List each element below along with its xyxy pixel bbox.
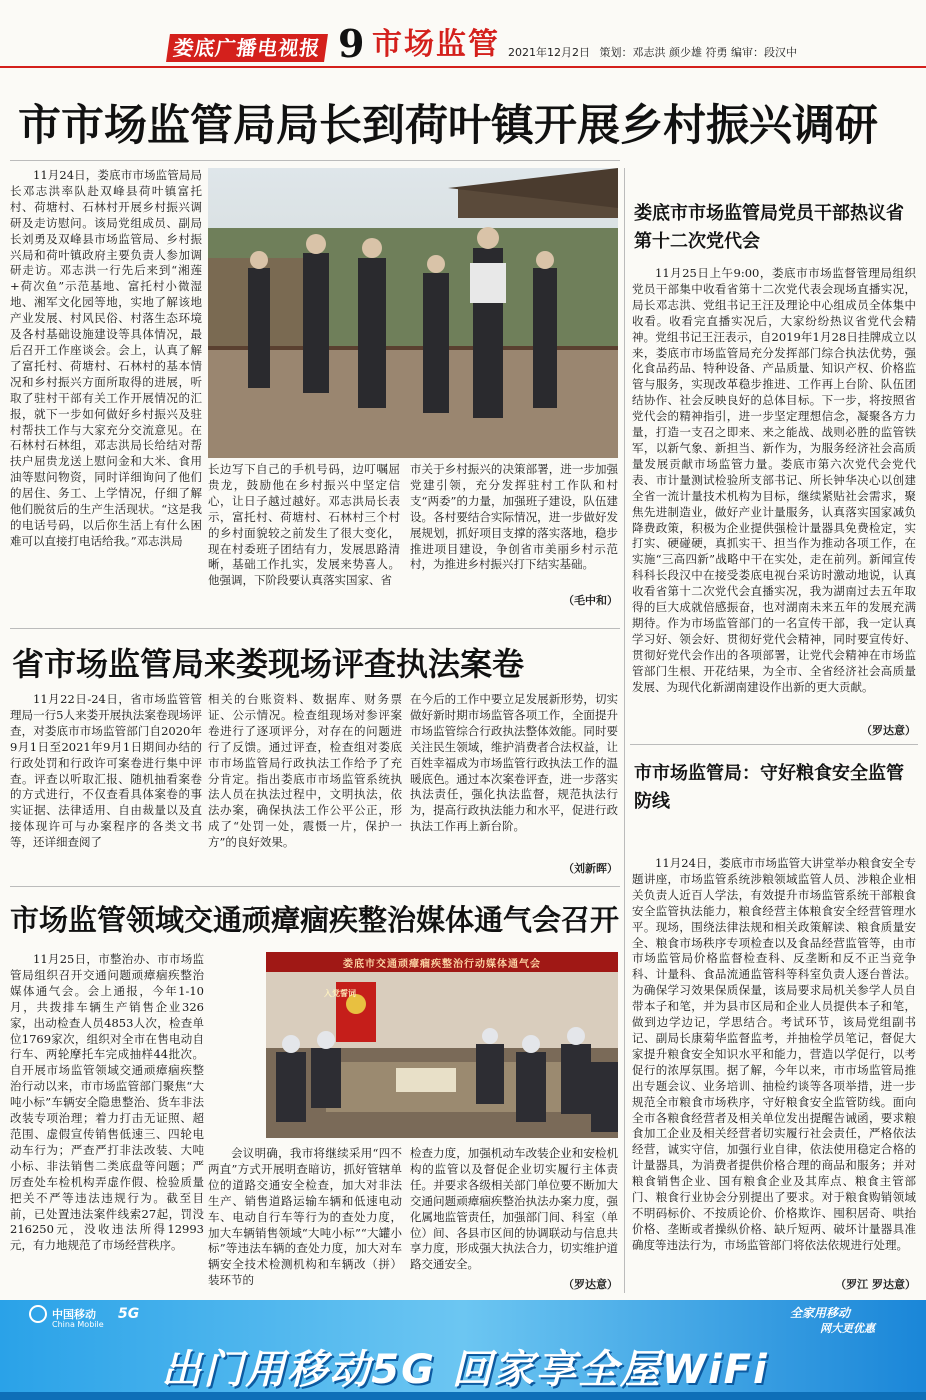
article3-byline: （罗达意） [563,1278,618,1291]
column-divider [624,168,625,1293]
article2-byline: （刘新晖） [563,862,618,875]
masthead-rule [0,66,926,68]
meeting-photo [266,952,618,1138]
article1-col2: 长边写下自己的手机号码，边叮嘱屈贵龙，鼓励他在乡村振兴中坚定信心，让日子越过越好。邓志洪局长表示，富托村、荷塘村、石林村三个村的乡村面貌较之前发生了很大变化，现在村委班子团结有力，发展思路清晰，基础工作扎实，发展来势喜人。他强调，下阶段要认真落实国家、省 [208,462,400,588]
ad-slogan-2: 网大更优惠 [820,1322,875,1335]
article1-photo [208,168,618,458]
article1-col3: 市关于乡村振兴的决策部署，进一步加强党建引领，充分发挥驻村工作队和村支“两委”的力量，加强班子建设，队伍建设。各村要结合实际情况，进一步做好发展规划，抓好项目支撑的落实落地，稳步推进项目建设，争创省市美丽乡村示范村，为推进乡村振兴打下结实基础。 [410,462,618,572]
sidebar2-body: 11月24日，娄底市市场监管大讲堂举办粮食安全专题讲座，市场监管系统涉粮领域监管人员、涉粮企业相关负责人近百人学法，有效提升市场监管系统干部粮食安全监管执法能力，粮食经营主体粮食安全经营管理水平。现场，围绕法律法规和相关政策解读、粮食质量安全、粮食市场秩序专项检查以及食品经营监管等，由市市场监管局价格监督检查科、反垄断和反不正当竞争科、计量科、食品流通监管科等科室负责人逐台普法。为确保学习效果保质保量，该局要求局机关参学人员自带本子和笔，并为县市区局和企业人员提供本子和笔，做到边学边记，学思结合。考试环节，该局党组副书记、副局长康菊华监督监考，并抽检学员笔记，督促大家提升粮食安全知识水平和能力，营造以学促行，以考促行的浓厚氛围。据了解，今年以来，市市场监管局推出专题会议、业务培训、抽检约谈等各项举措，进一步规范全市粮食市场秩序，守好粮食安全监管防线。面向全市各粮食经营者及相关单位发出提醒告诫函，要求粮食加工企业及相关经营者切实履行社会责任，严格依法经营，诚实守信，加强行业自律，依法使用稳定合格的计量器具，为消费者提供价格合理的商品和服务；并对粮食销售企业、国有粮食企业及其库点、粮食主管部门、粮食行业协会分别提出了要求。对于粮食购销领域不明码标价、不按质论价、价格欺诈、囤积居奇、哄抬价格、垄断或者操纵价格、缺斤短两、破坏计量器具准确度等违法行为，市场监管部门将依法依规进行处理。 [632,856,916,1252]
article2-col3: 在今后的工作中要立足发展新形势，切实做好新时期市场监管各项工作，全面提升市场监管综合行政执法整体效能。同时要关注民生领域，维护消费者合法权益，让百姓幸福成为市场监管行政执法工作的温暖底色。通过本次案卷评查，进一步落实执法责任，强化执法监督，规范执法行为，提高行政执法能力和水平，促进行政执法工作再上新台阶。 [410,692,618,834]
divider [10,886,620,887]
page-number: 9 [338,21,365,66]
article2-col2: 相关的台账资料、数据库、财务票证、公示情况。检查组现场对参评案卷进行了逐项评分，对存在的问题进行了反馈。通过评查，检查组对娄底市市场监管局行政执法工作给予了充分肯定。指出娄底市市场监管系统执法人员在执法过程中，文明执法，依法办案，确保执法工作公平公正，形成了“处罚一处，震慑一片，保护一方”的良好效果。 [208,692,402,850]
sidebar1-title: 娄底市市场监管局党员干部热议省第十二次党代会 [634,203,904,252]
article3-col2: 会议明确，我市将继续采用“四不两直”方式开展明查暗访，抓好管辖单位的道路交通安全检查，加大对非法生产、销售道路运输车辆和低速电动车、电动自行车等行为的查处力度，加大车辆销售领域“大吨小标”“大罐小标”等违法车辆的查处力度，加大对车辆安全技术检测机构和车辆改（拼）装环节的 [208,1146,402,1288]
inspection-photo [208,168,618,458]
divider [10,160,620,161]
article1-title: 市市场监管局局长到荷叶镇开展乡村振兴调研 [18,101,878,151]
ad-slogan-1: 全家用移动 [790,1306,851,1320]
article3-title: 市场监管领域交通顽瘴痼疾整治媒体通气会召开 [10,903,620,937]
ad-brand-cn: 中国移动 [52,1308,96,1321]
article1-byline: （毛中和） [563,594,618,607]
issue-date: 2021年12月2日 [508,46,590,59]
sidebar2-byline: （罗江 罗达意） [835,1278,916,1291]
article3-photo [266,952,618,1138]
sidebar1-body: 11月25日上午9:00，娄底市市场监督管理局组织党员干部集中收看省第十二次党代表会现场直播实况，局长邓志洪、党组书记王汪及理论中心组成员全体集中收看。收看完直播实况后，大家纷纷热议省党代会精神。党组书记王汪表示，自2019年1月28日挂牌成立以来，娄底市市场监管局充分发挥部门综合执法优势，强化食品药品、特种设备、产品质量、知识产权、价格监管与服务，实现改革稳步推进、工作再上台阶、队伍团结协作、社会反映良好的总体目标。下一步，将按照省党代会的精神指引，进一步坚定理想信念，凝聚各方力量，打造一支召之即来、来之能战、战则必胜的监管铁军，以新气象、新担当、新作为，为服务经济社会高质量发展贡献市场监管力量。娄底市第六次党代会党代表、市计量测试检验所支部书记、所长钟华决心以创建全省一流计量技术机构为目标，继续紧贴社会需求，聚焦先进制造业，做好产业计量服务，认真落实国家减负降费政策，积极为企业提供强检计量器具免费检定，实打实、硬碰硬，真抓实干、担当作为推动各项工作，在实施“三高四新”战略中干在实处，走在前列。新闻宣传科科长段汉中在接受娄底电视台采访时激动地说，认真收看省第十二次党代会直播实况，我为湖南过去五年取得的巨大成就倍感振奋，也对湖南未来五年的发展充满期待。作为市场监管部门的一名宣传干部，我一定认真学习好、领会好、贯彻好党代会精神，同时要宣传好、贯彻好党代会作出的各项部署，让党代会精神在市场监管部门生根、开花结果，为全市、全省经济社会高质量发展、为现代化新湖南建设作出新的更大贡献。 [632,266,916,694]
china-mobile-ad [0,1300,926,1400]
photo-banner-text: 娄底市交通顽瘴痼疾整治行动媒体通气会 [343,959,541,970]
masthead [0,0,926,68]
section-name: 市场监管 [372,27,500,62]
article2-col1: 11月22日-24日，省市场监管管理局一行5人来娄开展执法案卷现场评查，对娄底市市场监管部门自2020年9月1日至2021年9月1日期间办结的行政处罚和行政许可案卷进行集中评查。评查以听取汇报、随机抽看案卷的方式进行，不仅查看具体案卷的事实证据、法律适用、自由裁量以及直接体现许可与办案程序的各类文书等，还详细查阅了 [10,692,202,850]
photo-wall-text: 入党誓词 [324,989,356,998]
ad-headline: 出门用移动5G 回家享全屋WiFi [161,1347,769,1393]
sidebar2-title: 市市场监管局：守好粮食安全监管防线 [634,763,904,812]
divider [630,744,918,745]
sidebar1-byline: （罗达意） [861,724,916,737]
issue-editors: 策划：邓志洪 颜少雄 符勇 编审：段汉中 [599,46,797,59]
article3-col3: 检查力度，加强机动车改装企业和安检机构的监管以及督促企业切实履行主体责任。并要求各级相关部门单位要不断加大交通问题顽瘴痼疾整治执法办案力度，强化属地监管责任，加强部门间、科室（单位）间、各县市区间的协调联动与信息共享力度，形成强大执法合力，切实维护道路交通安全。 [410,1146,618,1272]
ad-brand-en: China Mobile [52,1320,104,1329]
ad-5g-tag: 5G [118,1306,140,1322]
article1-col1: 11月24日，娄底市市场监管局局长邓志洪率队赴双峰县荷叶镇富托村、荷塘村、石林村开展乡村振兴调研及走访慰问。该局党组成员、副局长刘勇及双峰县市场监管局、乡村振兴局和荷叶镇政府主要负责人参加调研走访。邓志洪一行先后来到“湘莲+荷次鱼”示范基地、富托村小微湿地、湘军文化园等地，实地了解该地产业发展、村风民俗、村落生态环境及各村基础设施建设等具体情况，最后召开工作座谈会。会上，认真了解了富托村、荷塘村、石林村的基本情况和乡村振兴方面所取得的进展，听取了驻村干部有关工作开展情况的汇报，就下一步如何做好乡村振兴及驻村帮扶工作与大家充分交流意见。在石林村石林组，邓志洪局长给结对帮扶户屈贵龙送上慰问金和大米、食用油等慰问物资，同时详细询问了他们的居住、务工、上学情况，仔细了解他们脱贫后的生产生活现状。“这是我的电话号码，以后你生活上有什么困难可以直接打电话给我。”邓志洪局 [10,168,202,548]
issue-meta [508,44,797,60]
article3-col1: 11月25日，市整治办、市市场监管局组织召开交通问题顽瘴痼疾整治媒体通气会。会上通报，今年1-10月，共拨排车辆生产销售企业326家，出动检查人员4853人次，检查单位1769家次，组织对全市在售电动自行车、两轮摩托车完成抽样44批次。自开展市场监管领域交通顽瘴痼疾整治行动以来，市市场监管部门聚焦“大吨小标”车辆安全隐患整治、货车非法改装专项治理；着力打击无证照、超范围、虚假宣传销售低速三、四轮电动车行为；严查严打非法改装、大吨小标、非法销售二类底盘等问题；严厉查处车检机构弄虚作假、检验质量把关不严等违法违规行为。截至目前，已处置违法案件线索27起，罚没216250元，没收违法所得12993元，有力地规范了市场经营秩序。 [10,952,204,1253]
divider [10,628,620,629]
paper-name: 娄底广播电视报 [166,34,328,62]
article2-title: 省市场监管局来娄现场评查执法案卷 [12,645,525,683]
